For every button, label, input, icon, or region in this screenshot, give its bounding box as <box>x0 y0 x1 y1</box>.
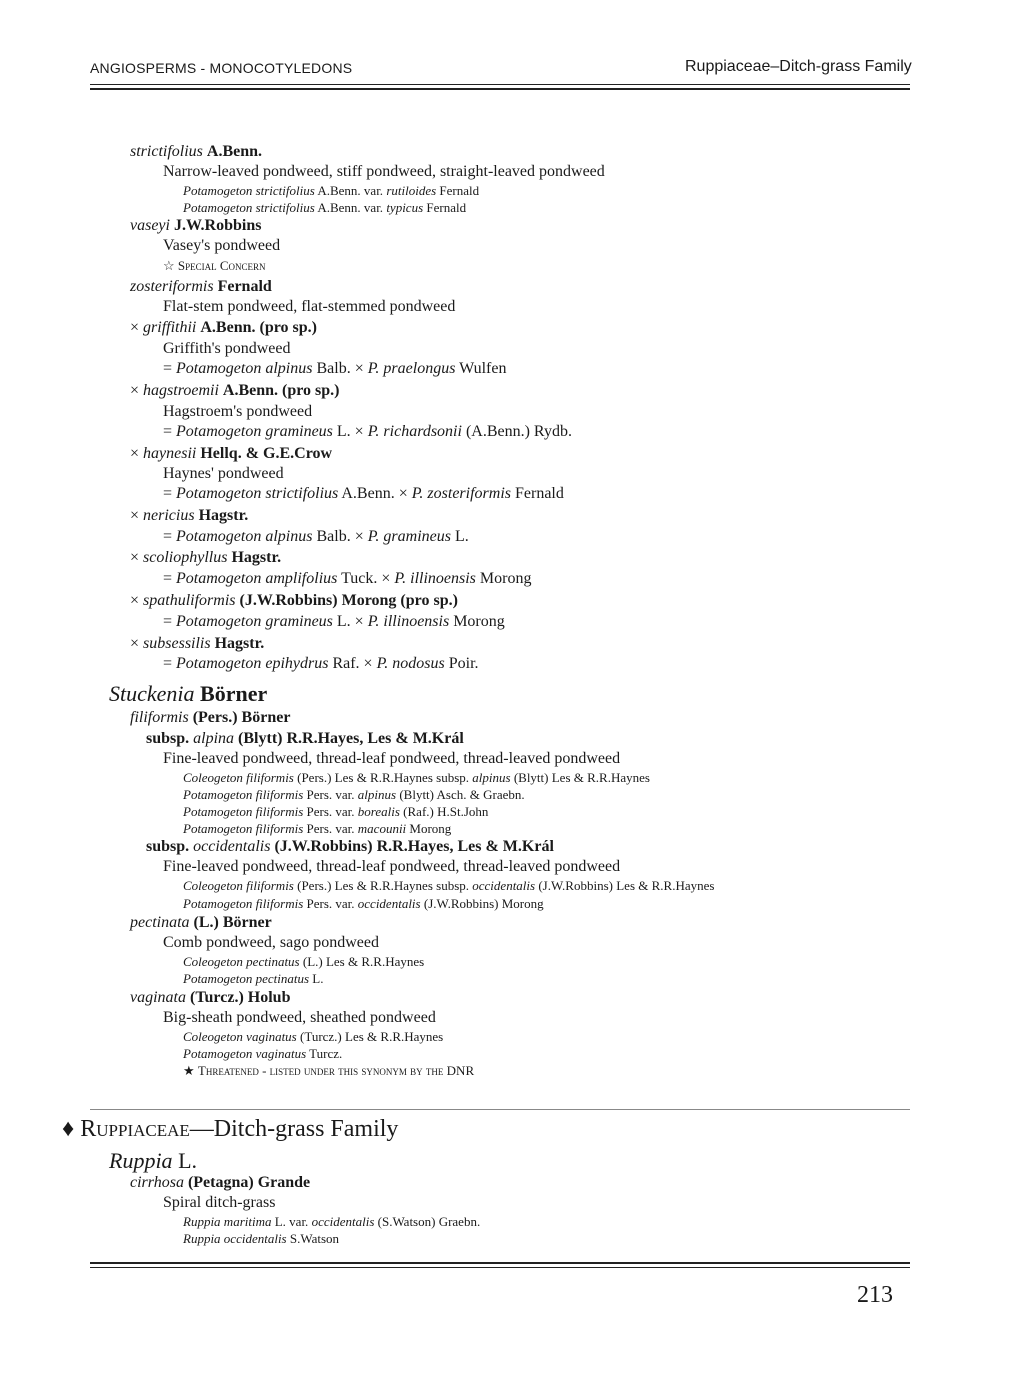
subspecies-occidentalis: subsp. occidentalis (J.W.Robbins) R.R.Hayes, Les & M.Král <box>146 838 554 855</box>
hybrid-parentage: = Potamogeton epihydrus Raf. × P. nodosus Poir. <box>163 655 479 672</box>
species-filiformis: filiformis (Pers.) Börner <box>130 709 291 726</box>
hybrid-icon: × <box>130 382 140 399</box>
hybrid-parentage: = Potamogeton alpinus Balb. × P. gramineus L. <box>163 528 469 545</box>
synonym: Coleogeton pectinatus (L.) Les & R.R.Haynes <box>183 954 425 969</box>
synonym: Coleogeton filiformis (Pers.) Les & R.R.Haynes subsp. alpinus (Blytt) Les & R.R.Haynes <box>183 770 650 785</box>
common-name: Flat-stem pondweed, flat-stemmed pondweed <box>163 298 456 315</box>
synonym: Coleogeton filiformis (Pers.) Les & R.R.Haynes subsp. occidentalis (J.W.Robbins) Les & R.R.Haynes <box>183 878 715 893</box>
synonym: Potamogeton pectinatus L. <box>183 971 324 986</box>
hybrid-parentage: = Potamogeton alpinus Balb. × P. praelongus Wulfen <box>163 360 507 377</box>
hybrid-parentage: = Potamogeton strictifolius A.Benn. × P. zosteriformis Fernald <box>163 485 564 502</box>
hybrid-griffithii: × griffithii A.Benn. (pro sp.) <box>130 319 317 336</box>
common-name: Haynes' pondweed <box>163 465 284 482</box>
hybrid-subsessilis: × subsessilis Hagstr. <box>130 635 265 652</box>
synonym: Potamogeton filiformis Pers. var. alpinus (Blytt) Asch. & Graebn. <box>183 787 525 802</box>
synonym: Ruppia occidentalis S.Watson <box>183 1231 340 1246</box>
species-strictifolius: strictifolius A.Benn. <box>130 143 263 160</box>
hybrid-nericius: × nericius Hagstr. <box>130 507 249 524</box>
synonym: Potamogeton filiformis Pers. var. macounii Morong <box>183 821 452 836</box>
species-vaginata: vaginata (Turcz.) Holub <box>130 989 291 1006</box>
synonym: Potamogeton filiformis Pers. var. borealis (Raf.) H.St.John <box>183 804 489 819</box>
hybrid-icon: × <box>130 445 140 462</box>
species-pectinata: pectinata (L.) Börner <box>130 914 272 931</box>
common-name: Fine-leaved pondweed, thread-leaf pondweed, thread-leaved pondweed <box>163 750 621 767</box>
family-divider <box>90 1109 910 1110</box>
running-header-right: Ruppiaceae–Ditch-grass Family <box>685 58 912 75</box>
synonym: Potamogeton strictifolius A.Benn. var. typicus Fernald <box>183 200 467 215</box>
hybrid-parentage: = Potamogeton gramineus L. × P. richardsonii (A.Benn.) Rydb. <box>163 423 572 440</box>
synonym: Potamogeton filiformis Pers. var. occidentalis (J.W.Robbins) Morong <box>183 896 544 911</box>
family-ruppiaceae: ♦ Ruppiaceae—Ditch-grass Family <box>62 1116 399 1142</box>
footer-rule-top <box>90 1262 910 1264</box>
synonym: Ruppia maritima L. var. occidentalis (S.Watson) Graebn. <box>183 1214 481 1229</box>
page-number: 213 <box>857 1282 893 1308</box>
hybrid-hagstroemii: × hagstroemii A.Benn. (pro sp.) <box>130 382 340 399</box>
common-name: Comb pondweed, sago pondweed <box>163 934 379 951</box>
common-name: Big-sheath pondweed, sheathed pondweed <box>163 1009 436 1026</box>
common-name: Griffith's pondweed <box>163 340 291 357</box>
running-header-left: ANGIOSPERMS - MONOCOTYLEDONS <box>90 60 353 76</box>
hybrid-haynesii: × haynesii Hellq. & G.E.Crow <box>130 445 333 462</box>
hybrid-spathuliformis: × spathuliformis (J.W.Robbins) Morong (pro sp.) <box>130 592 458 609</box>
species-vaseyi: vaseyi J.W.Robbins <box>130 217 262 234</box>
star-open-icon: ☆ <box>163 258 175 273</box>
species-cirrhosa: cirrhosa (Petagna) Grande <box>130 1174 311 1191</box>
synonym: Potamogeton vaginatus Turcz. <box>183 1046 343 1061</box>
header-rule-top <box>90 84 910 85</box>
subspecies-alpina: subsp. alpina (Blytt) R.R.Hayes, Les & M.Král <box>146 730 464 747</box>
common-name: Fine-leaved pondweed, thread-leaf pondweed, thread-leaved pondweed <box>163 858 621 875</box>
common-name: Vasey's pondweed <box>163 237 281 254</box>
common-name: Spiral ditch-grass <box>163 1194 276 1211</box>
hybrid-icon: × <box>130 635 140 652</box>
footer-rule-bottom <box>90 1267 910 1268</box>
common-name: Hagstroem's pondweed <box>163 403 313 420</box>
diamond-icon: ♦ <box>62 1116 75 1142</box>
species-zosteriformis: zosteriformis Fernald <box>130 278 272 295</box>
hybrid-scoliophyllus: × scoliophyllus Hagstr. <box>130 549 282 566</box>
hybrid-parentage: = Potamogeton amplifolius Tuck. × P. illinoensis Morong <box>163 570 532 587</box>
synonym: Potamogeton strictifolius A.Benn. var. rutiloides Fernald <box>183 183 480 198</box>
star-filled-icon: ★ <box>183 1063 195 1078</box>
status-special-concern: ☆ Special Concern <box>163 258 266 273</box>
synonym: Coleogeton vaginatus (Turcz.) Les & R.R.Haynes <box>183 1029 444 1044</box>
hybrid-icon: × <box>130 319 140 336</box>
header-rule-bottom <box>90 88 910 90</box>
hybrid-icon: × <box>130 592 140 609</box>
hybrid-icon: × <box>130 549 140 566</box>
status-threatened: ★ Threatened - listed under this synonym by the DNR <box>183 1063 475 1078</box>
hybrid-parentage: = Potamogeton gramineus L. × P. illinoensis Morong <box>163 613 505 630</box>
common-name: Narrow-leaved pondweed, stiff pondweed, straight-leaved pondweed <box>163 163 605 180</box>
genus-stuckenia: Stuckenia Börner <box>109 681 268 706</box>
hybrid-icon: × <box>130 507 140 524</box>
genus-ruppia: Ruppia L. <box>109 1148 198 1173</box>
